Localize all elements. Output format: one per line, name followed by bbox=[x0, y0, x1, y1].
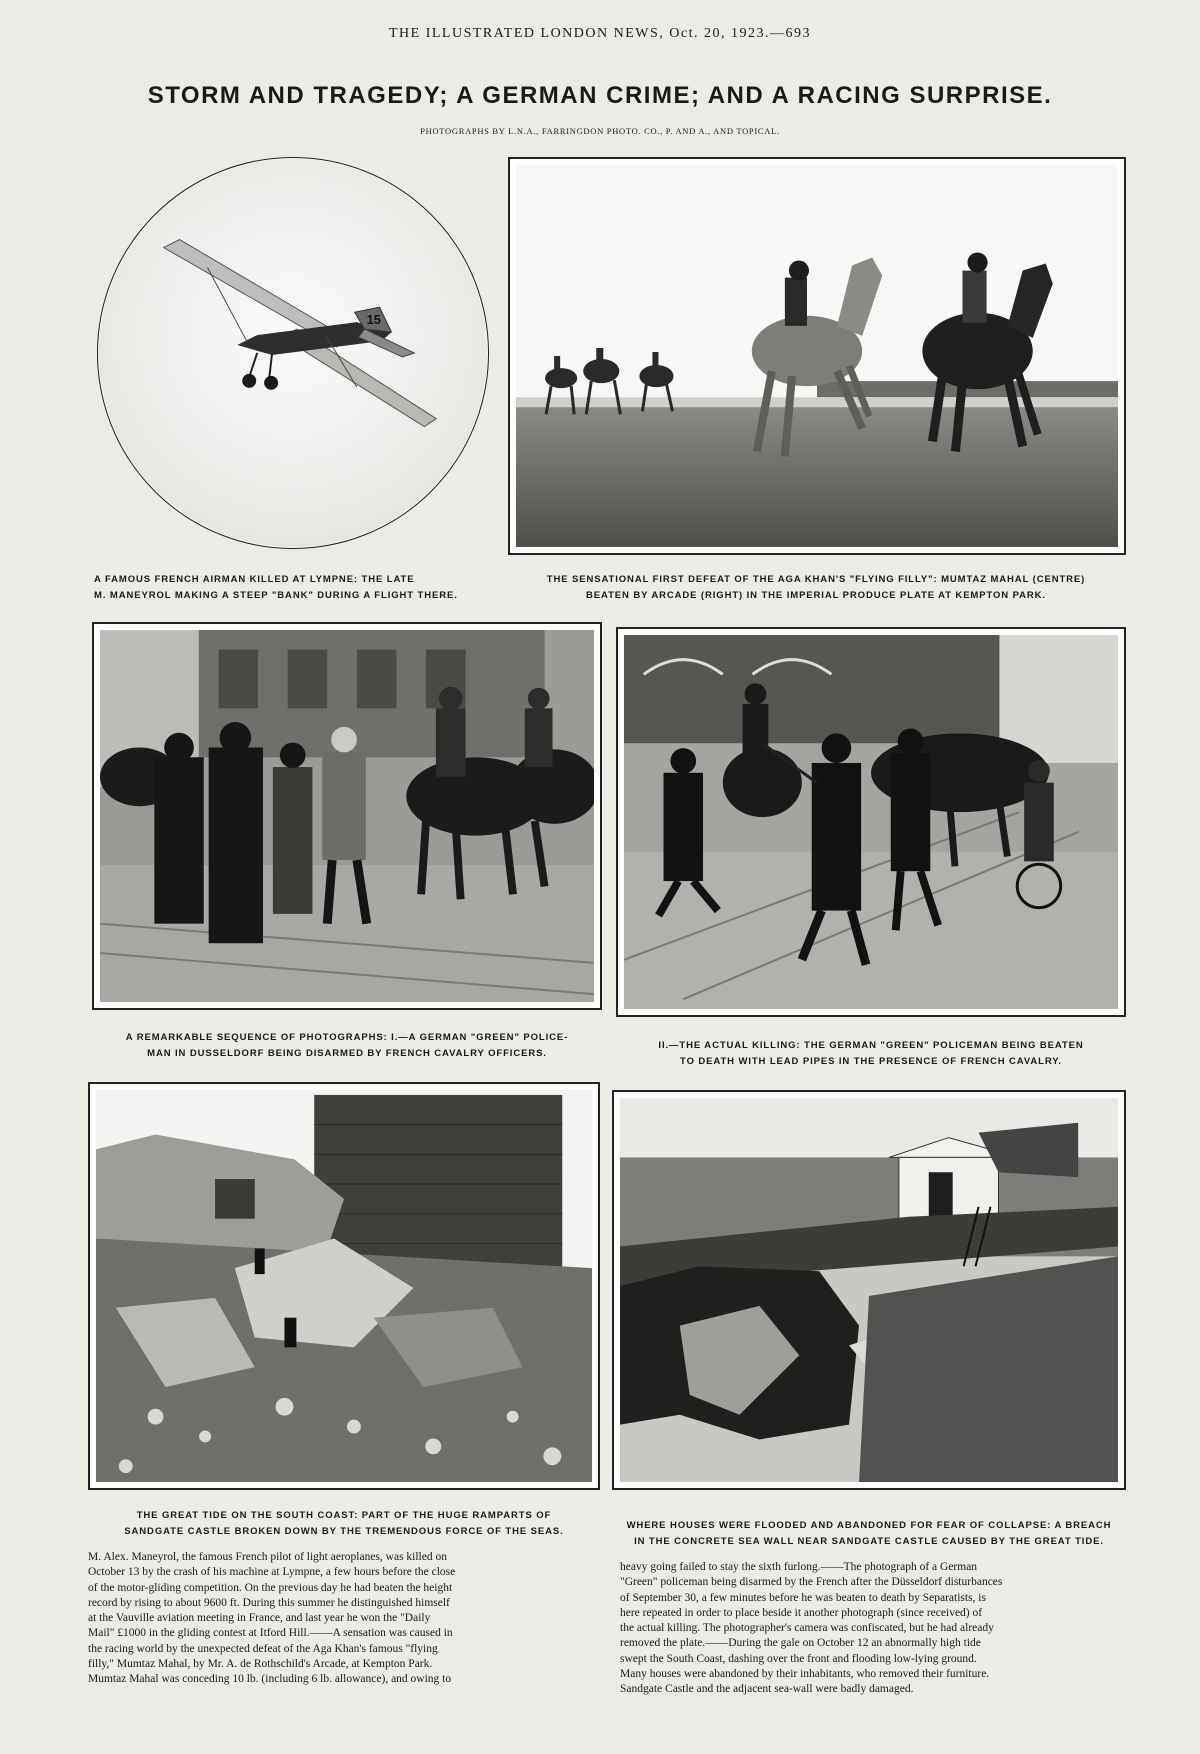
horse-race-illustration bbox=[516, 165, 1118, 547]
plane-marking: 15 bbox=[366, 312, 381, 328]
body-column-left: M. Alex. Maneyrol, the famous French pilot of light aeroplanes, was killed on October 13 by the crash of his machine at Lympne, a few hours before the close of the motor-gliding competition. On the previous day he had beaten the height record by rising to about 9600 ft. During this summer he distinguished himself at the Vauville aviation meeting in France, and last year he won the "Daily Mail" £1000 in the gliding contest at Itford Hill.——A sensation was caused in the racing world by the unexpected defeat of the Aga Khan's famous "flying filly," Mumtaz Mahal, by Mr. A. de Rothschild's Arcade, at Kempton Park. Mumtaz Mahal was conceding 10 lb. (including 6 lb. allowance), and owing to bbox=[88, 1551, 456, 1686]
page-title: STORM AND TRAGEDY; A GERMAN CRIME; AND A RACING SURPRISE. bbox=[147, 82, 1053, 109]
caption-disarmed: A REMARKABLE SEQUENCE OF PHOTOGRAPHS: I.—A GERMAN "GREEN" POLICE- MAN IN DUSSELDORF BEING DISARMED BY FRENCH CAVALRY OFFICERS. bbox=[125, 1032, 569, 1059]
policeman-disarmed-photo bbox=[92, 622, 602, 1010]
policeman-killing-photo bbox=[616, 627, 1126, 1017]
airplane-illustration bbox=[98, 158, 488, 548]
running-header: THE ILLUSTRATED LONDON NEWS, Oct. 20, 1923.—693 bbox=[388, 26, 812, 41]
sandgate-ramparts-photo bbox=[88, 1082, 600, 1490]
airplane-photo bbox=[97, 157, 489, 549]
disarming-illustration bbox=[100, 630, 594, 1002]
ramparts-illustration bbox=[96, 1090, 592, 1482]
caption-killing: II.—THE ACTUAL KILLING: THE GERMAN "GREEN" POLICEMAN BEING BEATEN TO DEATH WITH LEAD PIPES IN THE PRESENCE OF FRENCH CAVALRY. bbox=[658, 1040, 1084, 1067]
caption-race: THE SENSATIONAL FIRST DEFEAT OF THE AGA KHAN'S "FLYING FILLY": MUMTAZ MAHAL (CENTRE) BEATEN BY ARCADE (RIGHT) IN THE IMPERIAL PRODUCE PLATE AT KEMPTON PARK. bbox=[546, 574, 1086, 601]
sea-wall-illustration bbox=[620, 1098, 1118, 1482]
horse-race-photo bbox=[508, 157, 1126, 555]
caption-airman: A FAMOUS FRENCH AIRMAN KILLED AT LYMPNE: THE LATE M. MANEYROL MAKING A STEEP "BANK" DURING A FLIGHT THERE. bbox=[94, 574, 458, 601]
sea-wall-breach-photo bbox=[612, 1090, 1126, 1490]
photo-credits: PHOTOGRAPHS BY L.N.A., FARRINGDON PHOTO. CO., P. AND A., AND TOPICAL. bbox=[420, 126, 780, 136]
caption-seawall: WHERE HOUSES WERE FLOODED AND ABANDONED FOR FEAR OF COLLAPSE: A BREACH IN THE CONCRETE SEA WALL NEAR SANDGATE CASTLE CAUSED BY THE GREAT TIDE. bbox=[626, 1520, 1112, 1547]
killing-illustration bbox=[624, 635, 1118, 1009]
caption-ramparts: THE GREAT TIDE ON THE SOUTH COAST: PART OF THE HUGE RAMPARTS OF SANDGATE CASTLE BROKEN DOWN BY THE TREMENDOUS FORCE OF THE SEAS. bbox=[124, 1510, 564, 1537]
body-column-right: heavy going failed to stay the sixth furlong.——The photograph of a German "Green" policeman being disarmed by the French after the Düsseldorf disturbances of September 30, a few minutes before he was beaten to death by Separatists, is here repeated in order to place beside it another photograph (since received) of the actual killing. The photographer's camera was confiscated, but he had already removed the plate.——During the gale on October 12 an abnormally high tide swept the South Coast, dashing over the front and flooding low-lying ground. Many houses were abandoned by their inhabitants, who removed their furniture. Sandgate Castle and the adjacent sea-wall were badly damaged. bbox=[620, 1561, 1003, 1696]
